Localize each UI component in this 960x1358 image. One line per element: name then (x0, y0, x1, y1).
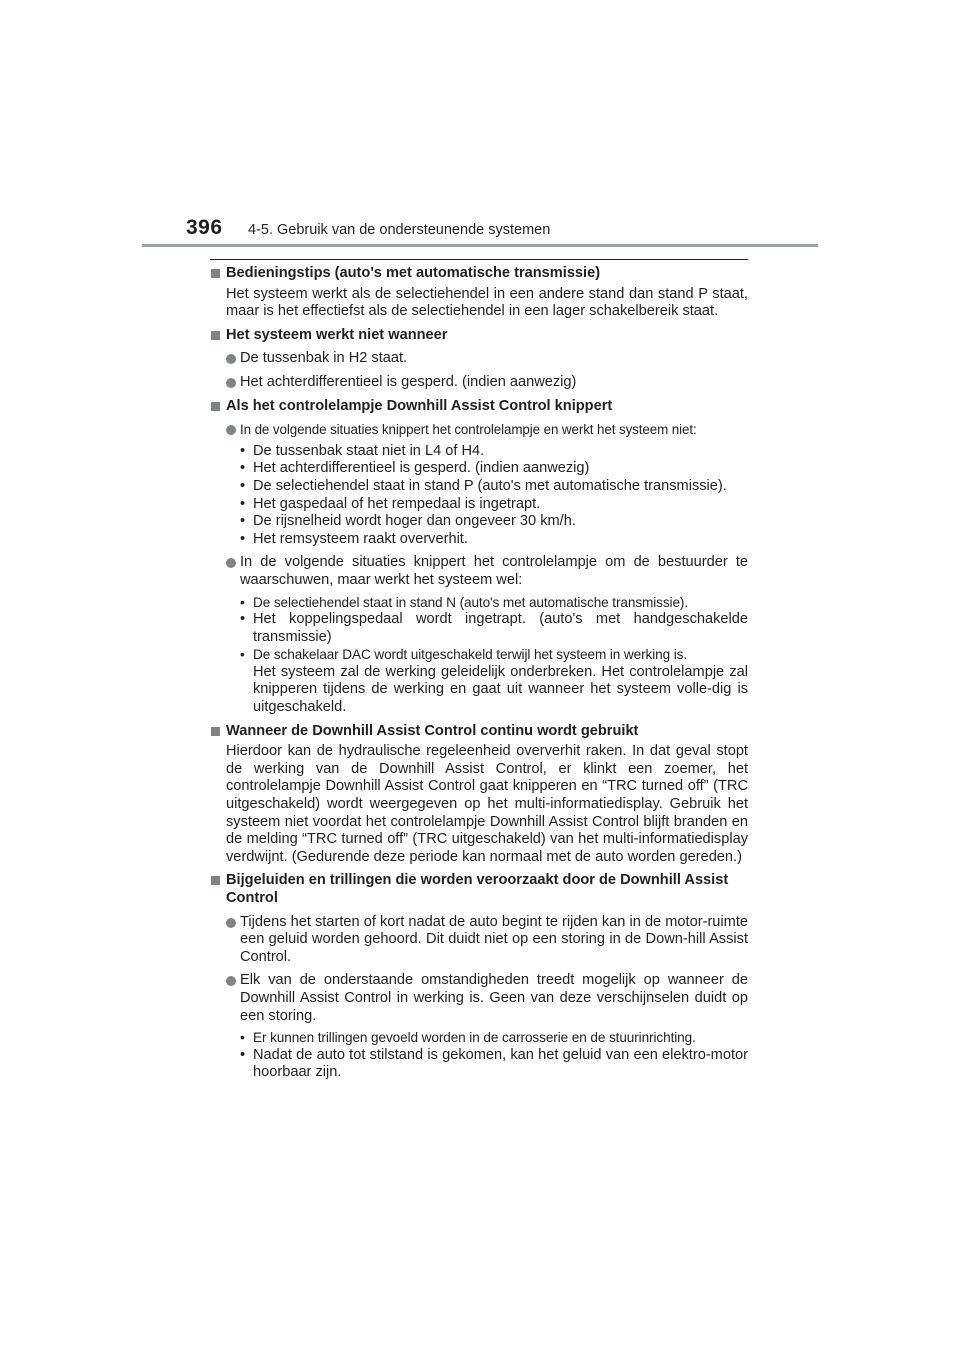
heading-text: Het systeem werkt niet wanneer (226, 326, 448, 343)
sub-item: • Er kunnen trillingen gevoeld worden in de carrosserie en de stuurinrichting. (240, 1029, 748, 1047)
sub-item-continuation: Het systeem zal de werking geleidelijk onderbreken. Het controlelampje zal knipperen tijdens de werking en gaat uit wanneer het systeem volle-dig is uitgeschakeld. (253, 663, 748, 716)
sub-item: • Het remsysteem raakt oververhit. (240, 531, 748, 549)
sub-item: • Het koppelingspedaal wordt ingetrapt. (auto's met handgeschakelde transmissie) (240, 611, 748, 646)
square-bullet-icon (211, 402, 220, 411)
sub-item: • De tussenbak staat niet in L4 of H4. (240, 443, 748, 461)
bullet-text: Elk van de onderstaande omstandigheden treedt mogelijk op wanneer de Downhill Assist Control in werking is. Geen van deze verschijnselen duidt op een storing. (240, 972, 748, 1024)
section-heading (210, 872, 748, 907)
square-bullet-icon (211, 269, 220, 278)
bullet-item (210, 350, 748, 368)
round-bullet-icon (226, 976, 236, 986)
bullet-item (210, 554, 748, 589)
sub-item: • Het gaspedaal of het rempedaal is ingetrapt. (240, 496, 748, 514)
heading-text: Bijgeluiden en trillingen die worden veroorzaakt door de Downhill Assist Control (226, 872, 729, 906)
section-heading (210, 327, 748, 345)
round-bullet-icon (226, 378, 236, 388)
square-bullet-icon (211, 331, 220, 340)
round-bullet-icon (226, 354, 236, 364)
sub-item: • De rijsnelheid wordt hoger dan ongeveer 30 km/h. (240, 513, 748, 531)
bullet-text: In de volgende situaties knippert het controlelampje en werkt het systeem niet: (240, 422, 697, 438)
section-heading (210, 265, 748, 283)
square-bullet-icon (211, 876, 220, 885)
sub-list (210, 594, 748, 717)
sub-item: • De selectiehendel staat in stand N (auto's met automatische transmissie). (240, 594, 748, 612)
bullet-text: In de volgende situaties knippert het controlelampje om de bestuurder te waarschuwen, maar werkt het systeem wel: (240, 554, 748, 588)
round-bullet-icon (226, 558, 236, 568)
bullet-text: De tussenbak in H2 staat. (240, 350, 408, 367)
square-bullet-icon (211, 727, 220, 736)
bullet-item (210, 914, 748, 967)
content-top-divider (210, 259, 748, 260)
bullet-text: Het achterdifferentieel is gesperd. (indien aanwezig) (240, 373, 577, 390)
section-title: 4-5. Gebruik van de ondersteunende systemen (248, 222, 551, 238)
bullet-item (210, 972, 748, 1025)
header-divider (142, 244, 818, 247)
section-heading (210, 398, 748, 416)
bullet-item (210, 421, 748, 439)
heading-text: Als het controlelampje Downhill Assist Control knippert (226, 397, 613, 414)
page-content (210, 265, 748, 1082)
sub-item: • De selectiehendel staat in stand P (auto's met automatische transmissie). (240, 478, 748, 496)
sub-item: • Het achterdifferentieel is gesperd. (indien aanwezig) (240, 460, 748, 478)
sub-list (210, 443, 748, 549)
page-number: 396 (186, 216, 223, 239)
bullet-text: Tijdens het starten of kort nadat de auto begint te rijden kan in de motor-ruimte een geluid worden gehoord. Dit duidt niet op een storing in de Down-hill Assist Control. (240, 913, 748, 965)
sub-item: • Nadat de auto tot stilstand is gekomen, kan het geluid van een elektro-motor hoorbaar zijn. (240, 1047, 748, 1082)
heading-text: Wanneer de Downhill Assist Control continu wordt gebruikt (226, 722, 639, 739)
bullet-item (210, 374, 748, 392)
heading-text: Bedieningstips (auto's met automatische transmissie) (226, 265, 601, 281)
sub-item: • De schakelaar DAC wordt uitgeschakeld terwijl het systeem in werking is. (240, 646, 748, 664)
section-heading (210, 723, 748, 741)
round-bullet-icon (226, 425, 236, 435)
paragraph: Het systeem werkt als de selectiehendel in een andere stand dan stand P staat, maar is het effectiefst als de selectiehendel in een lager schakelbereik staat. (226, 285, 748, 320)
paragraph: Hierdoor kan de hydraulische regeleenheid oververhit raken. In dat geval stopt de werking van de Downhill Assist Control, er klinkt een zoemer, het controlelampje Downhill Assist Control gaat knipperen en “TRC turned off” (TRC uitgeschakeld) wordt weergegeven op het multi-informatiedisplay. Gebruik het systeem niet voordat het controlelampje Downhill Assist Control blijft branden en de melding “TRC turned off” (TRC uitgeschakeld) van het multi-informatiedisplay verdwijnt. (Gedurende deze periode kan normaal met de auto worden gereden.) (226, 743, 748, 865)
sub-list (210, 1029, 748, 1082)
page-header (0, 0, 960, 250)
round-bullet-icon (226, 918, 236, 928)
